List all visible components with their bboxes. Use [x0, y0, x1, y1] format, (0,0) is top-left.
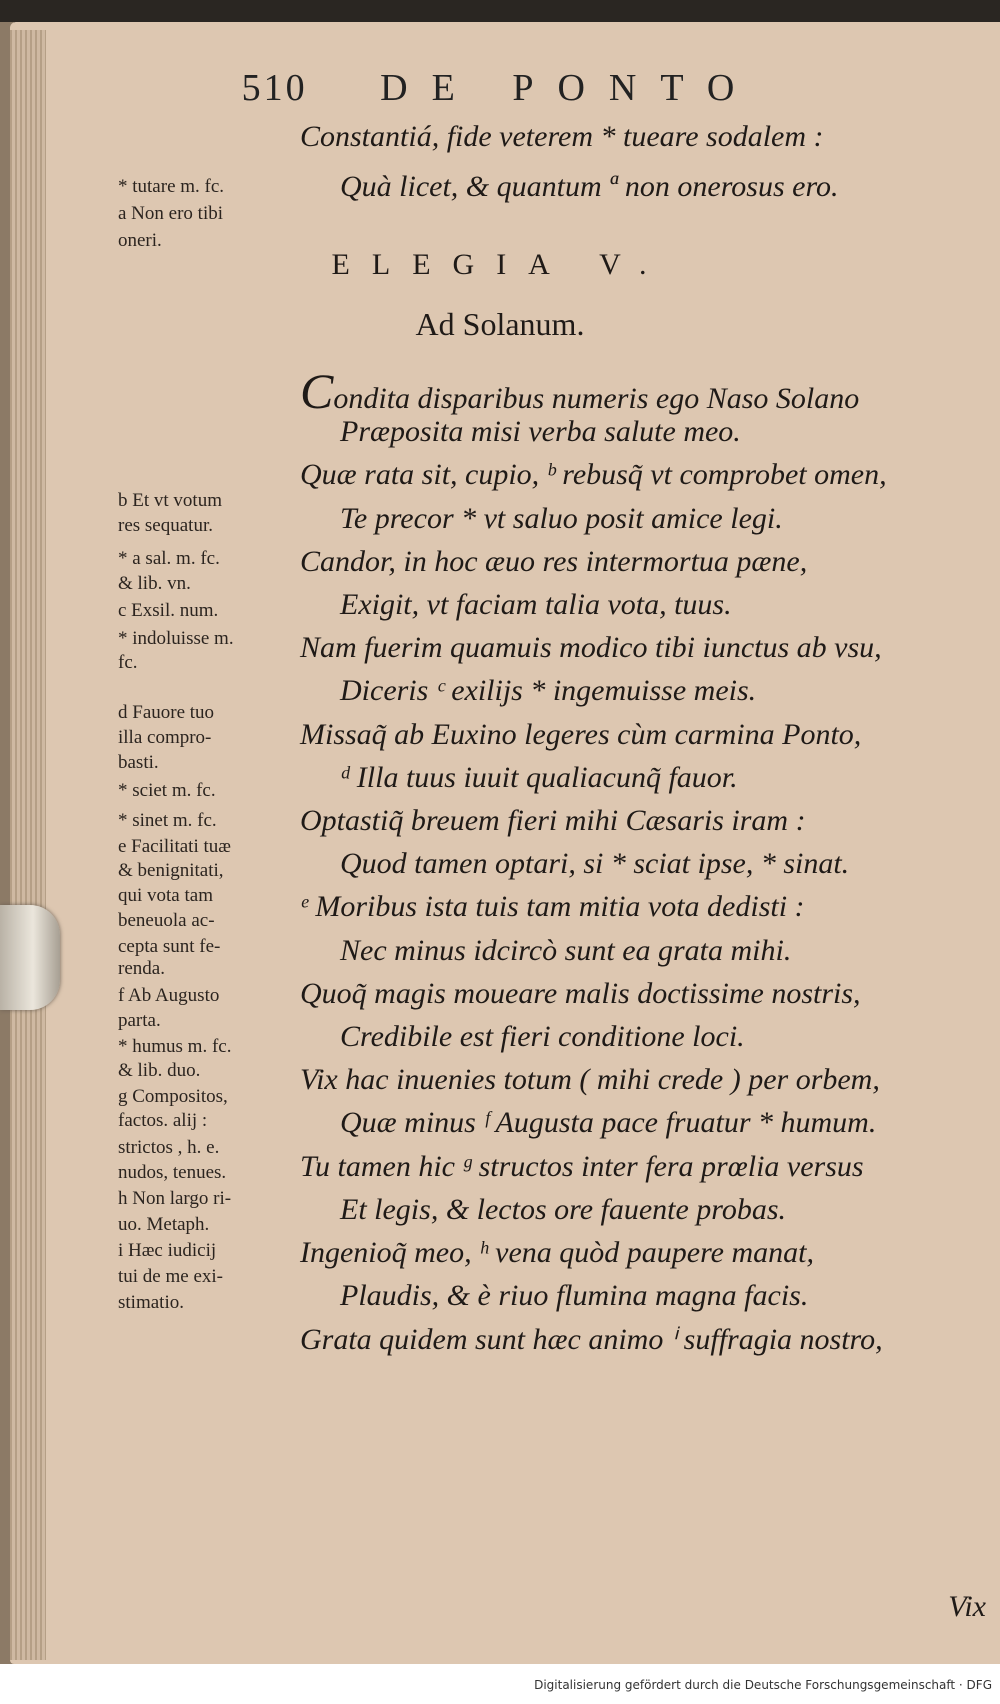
verse-line — [300, 977, 861, 1011]
margin-note: parta. — [118, 1010, 161, 1031]
verse-text: Præposita misi verba salute meo. — [340, 415, 741, 448]
margin-note: * humus m. fc. — [118, 1036, 232, 1057]
verse-text: Missaq̃ ab Euxino legeres cùm carmina Ponto, — [300, 718, 862, 751]
margin-note: basti. — [118, 752, 159, 773]
verse-line — [340, 170, 839, 204]
margin-note: a Non ero tibi — [118, 203, 224, 224]
margin-note: cepta sunt fe- — [118, 936, 221, 957]
margin-note: renda. — [118, 958, 165, 979]
verse-text: Exigit, vt faciam talia vota, tuus. — [340, 588, 732, 621]
verse-line — [300, 545, 807, 579]
margin-note: fc. — [118, 652, 138, 673]
digitization-footer — [0, 1664, 1000, 1704]
margin-note: & lib. duo. — [118, 1060, 201, 1081]
margin-note: i Hæc iudicij — [118, 1240, 217, 1261]
margin-note: * indoluisse m. — [118, 628, 234, 649]
book-clasp — [0, 905, 60, 1010]
verse-text: Quà licet, & quantum ª non onerosus ero. — [340, 170, 839, 203]
verse-text: ᵈ Illa tuus iuuit qualiacunq̃ fauor. — [340, 761, 738, 794]
verse-line — [300, 1236, 814, 1270]
verse-line — [300, 362, 859, 420]
verse-line — [340, 502, 783, 536]
margin-note: oneri. — [118, 230, 162, 251]
margin-note: f Ab Augusto — [118, 985, 220, 1006]
running-title: DE PONTO — [380, 67, 759, 109]
verse-line — [340, 415, 741, 449]
verse-text: Grata quidem sunt hæc animo ⁱ suffragia nostro, — [300, 1323, 883, 1356]
running-header — [0, 66, 1000, 110]
verse-text: Te precor * vt saluo posit amice legi. — [340, 502, 783, 535]
verse-text: Constantiá, fide veterem * tueare sodalem : — [300, 120, 824, 153]
margin-note: illa compro- — [118, 727, 212, 748]
verse-text: ondita disparibus numeris ego Naso Solano — [333, 382, 860, 415]
verse-text: ᵉ Moribus ista tuis tam mitia vota dedisti : — [300, 890, 805, 923]
margin-note: qui vota tam — [118, 885, 213, 906]
margin-note: & lib. vn. — [118, 573, 191, 594]
footer-credit: Digitalisierung gefördert durch die Deutsche Forschungsgemeinschaft · DFG — [534, 1678, 992, 1692]
verse-text: Tu tamen hic ᵍ structos inter fera prœlia versus — [300, 1150, 864, 1183]
margin-note: beneuola ac- — [118, 910, 215, 931]
margin-note: nudos, tenues. — [118, 1162, 227, 1183]
margin-note: b Et vt votum — [118, 490, 222, 511]
verse-text: Quæ rata sit, cupio, ᵇ rebusq̃ vt comprobet omen, — [300, 458, 887, 491]
margin-note: strictos , h. e. — [118, 1137, 220, 1158]
verse-text: Plaudis, & è riuo flumina magna facis. — [340, 1279, 809, 1312]
verse-text: Vix hac inuenies totum ( mihi crede ) per orbem, — [300, 1063, 880, 1096]
verse-line — [340, 1279, 808, 1313]
margin-note: res sequatur. — [118, 515, 213, 536]
verse-line — [340, 588, 732, 622]
verse-text: Candor, in hoc æuo res intermortua pæne, — [300, 545, 808, 578]
margin-note: uo. Metaph. — [118, 1214, 210, 1235]
margin-note: * tutare m. fc. — [118, 176, 225, 197]
margin-note: c Exsil. num. — [118, 600, 219, 621]
verse-text: Ingenioq̃ meo, ʰ vena quòd paupere manat, — [300, 1236, 814, 1269]
verse-text: Credibile est fieri conditione loci. — [340, 1020, 745, 1053]
verse-line — [300, 718, 861, 752]
verse-line — [300, 1063, 880, 1097]
margin-note: e Facilitati tuæ — [118, 836, 231, 857]
verse-text: Quæ minus ᶠ Augusta pace fruatur * humum. — [340, 1106, 877, 1139]
verse-line — [340, 847, 849, 881]
margin-note: h Non largo ri- — [118, 1188, 232, 1209]
verse-line — [340, 1106, 876, 1140]
margin-note: tui de me exi- — [118, 1266, 223, 1287]
margin-note: & benignitati, — [118, 860, 224, 881]
margin-note: factos. alij : — [118, 1110, 208, 1131]
margin-note: * sciet m. fc. — [118, 780, 216, 801]
elegy-title: ELEGIA V. — [331, 248, 669, 281]
verse-line — [340, 934, 791, 968]
verse-line — [300, 890, 805, 924]
verse-line — [340, 1193, 786, 1227]
opening-capital: C — [300, 363, 334, 419]
page-number: 510 — [241, 67, 308, 109]
margin-note: * sinet m. fc. — [118, 810, 217, 831]
verse-text: Nec minus idcircò sunt ea grata mihi. — [340, 934, 792, 967]
elegy-addressee: Ad Solanum. — [415, 306, 585, 342]
verse-text: Quod tamen optari, si * sciat ipse, * sinat. — [340, 847, 850, 880]
verse-line — [340, 1020, 745, 1054]
verse-line — [300, 631, 882, 665]
margin-note: g Compositos, — [118, 1086, 228, 1107]
margin-note: stimatio. — [118, 1292, 184, 1313]
catchword: Vix — [948, 1590, 986, 1623]
verse-line — [340, 761, 738, 795]
verse-text: Et legis, & lectos ore fauente probas. — [340, 1193, 787, 1226]
verse-line — [300, 458, 887, 492]
verse-text: Quoq̃ magis moueare malis doctissime nostris, — [300, 977, 861, 1010]
margin-note: d Fauore tuo — [118, 702, 215, 723]
verse-line — [300, 120, 824, 154]
margin-note: * a sal. m. fc. — [118, 548, 220, 569]
verse-line — [300, 1150, 864, 1184]
verse-text: Nam fuerim quamuis modico tibi iunctus ab vsu, — [300, 631, 882, 664]
verse-line — [340, 674, 756, 708]
verse-text: Diceris ᶜ exilijs * ingemuisse meis. — [340, 674, 757, 707]
verse-line — [300, 804, 806, 838]
verse-text: Optastiq̃ breuem fieri mihi Cæsaris iram : — [300, 804, 806, 837]
verse-line — [300, 1322, 883, 1357]
